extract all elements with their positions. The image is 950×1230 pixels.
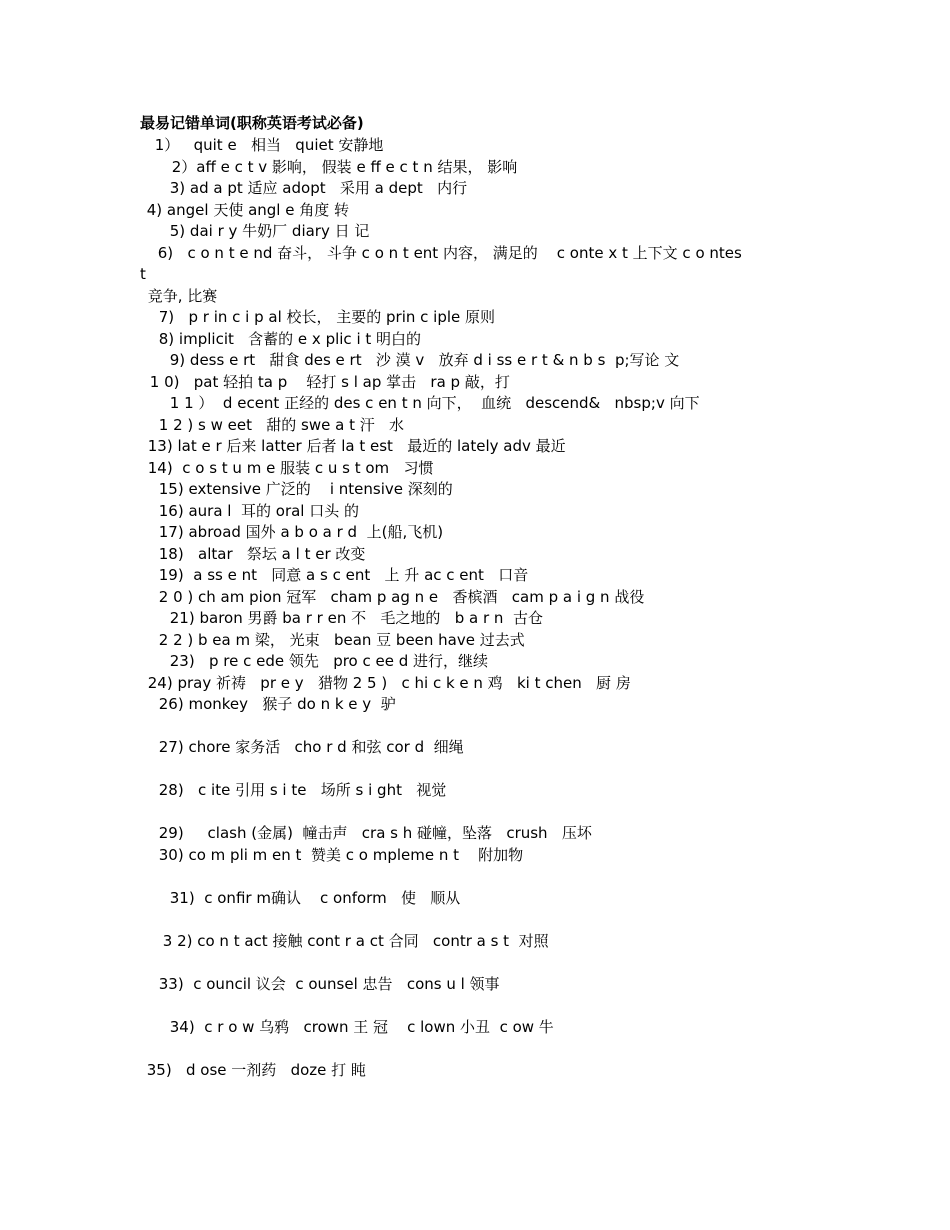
vocab-line-1: 1） quit e 相当 quiet 安静地 <box>150 136 384 154</box>
vocab-line-22: 2 2 ) b ea m 梁， 光束 bean 豆 been have 过去式 <box>154 631 525 649</box>
vocab-line-15: 15) extensive 广泛的 i ntensive 深刻的 <box>154 480 453 498</box>
vocab-line-28: 28) c ite 引用 s i te 场所 s i ght 视觉 <box>154 781 447 799</box>
vocab-line-20: 2 0 ) ch am pion 冠军 cham p ag n e 香槟酒 cam p a i g n 战役 <box>154 588 645 606</box>
vocab-line-4: 4) angel 天使 angl e 角度 转 <box>142 201 350 219</box>
vocab-line-6-wrap: t <box>140 265 146 283</box>
vocab-line-24-25: 24) pray 祈祷 pr e y 猎物 2 5 ) c hi c k e n 鸡 ki t chen 厨 房 <box>143 674 631 692</box>
vocab-line-19: 19) a ss e nt 同意 a s c ent 上 升 ac c ent 口音 <box>154 566 529 584</box>
vocab-line-3: 3) ad a pt 适应 adopt 采用 a dept 内行 <box>165 179 468 197</box>
vocab-line-35: 35) d ose 一剂药 doze 打 盹 <box>142 1061 366 1079</box>
vocab-line-12: 1 2 ) s w eet 甜的 swe a t 汗 水 <box>154 416 405 434</box>
vocab-line-16: 16) aura l 耳的 oral 口头 的 <box>154 502 360 520</box>
vocab-line-21: 21) baron 男爵 ba r r en 不 毛之地的 b a r n 古仓 <box>165 609 543 627</box>
vocab-line-26: 26) monkey 猴子 do n k e y 驴 <box>154 695 396 713</box>
vocab-line-30: 30) co m pli m en t 赞美 c o mpleme n t 附加物 <box>154 846 524 864</box>
vocab-line-13: 13) lat e r 后来 latter 后者 la t est 最近的 lately adv 最近 <box>143 437 566 455</box>
vocab-line-32: 3 2) co n t act 接触 cont r a ct 合同 contr a s t 对照 <box>158 932 549 950</box>
vocab-line-11: 1 1 ） d ecent 正经的 des c en t n 向下， 血统 descend& nbsp;v 向下 <box>165 394 700 412</box>
vocab-line-23: 23) p re c ede 领先 pro c ee d 进行，继续 <box>165 652 489 670</box>
vocab-line-18: 18) altar 祭坛 a l t er 改变 <box>154 545 366 563</box>
vocab-line-33: 33) c ouncil 议会 c ounsel 忠告 cons u l 领事 <box>154 975 500 993</box>
vocab-line-6: 6) c o n t e nd 奋斗， 斗争 c o n t ent 内容， 满足的 c onte x t 上下文 c o ntes <box>153 244 742 262</box>
vocab-line-34: 34) c r o w 乌鸦 crown 王 冠 c lown 小丑 c ow 牛 <box>165 1018 554 1036</box>
vocab-line-27: 27) chore 家务活 cho r d 和弦 cor d 细绳 <box>154 738 464 756</box>
vocab-line-8: 8) implicit 含蓄的 e x plic i t 明白的 <box>154 330 422 348</box>
vocab-line-6-cont: 竞争, 比赛 <box>143 287 218 305</box>
vocab-line-9: 9) dess e rt 甜食 des e rt 沙 漠 v 放弃 d i ss e r t & n b s p;写论 文 <box>165 351 680 369</box>
vocab-line-7: 7) p r in c i p al 校长， 主要的 prin c iple 原则 <box>154 308 496 326</box>
vocab-line-14: 14) c o s t u m e 服装 c u s t om 习惯 <box>143 459 434 477</box>
vocab-line-2: 2）aff e c t v 影响， 假装 e ff e c t n 结果， 影响 <box>167 158 518 176</box>
vocab-line-10: 1 0) pat 轻拍 ta p 轻打 s l ap 掌击 ra p 敲，打 <box>145 373 510 391</box>
document-title: 最易记错单词(职称英语考试必备) <box>140 114 364 132</box>
vocab-line-31: 31) c onfir m确认 c onform 使 顺从 <box>165 889 461 907</box>
vocab-line-17: 17) abroad 国外 a b o a r d 上(船,飞机) <box>154 523 444 541</box>
vocab-line-5: 5) dai r y 牛奶厂 diary 日 记 <box>165 222 370 240</box>
vocab-line-29: 29) clash (金属) 幢击声 cra s h 碰幢，坠落 crush 压坏 <box>154 824 592 842</box>
